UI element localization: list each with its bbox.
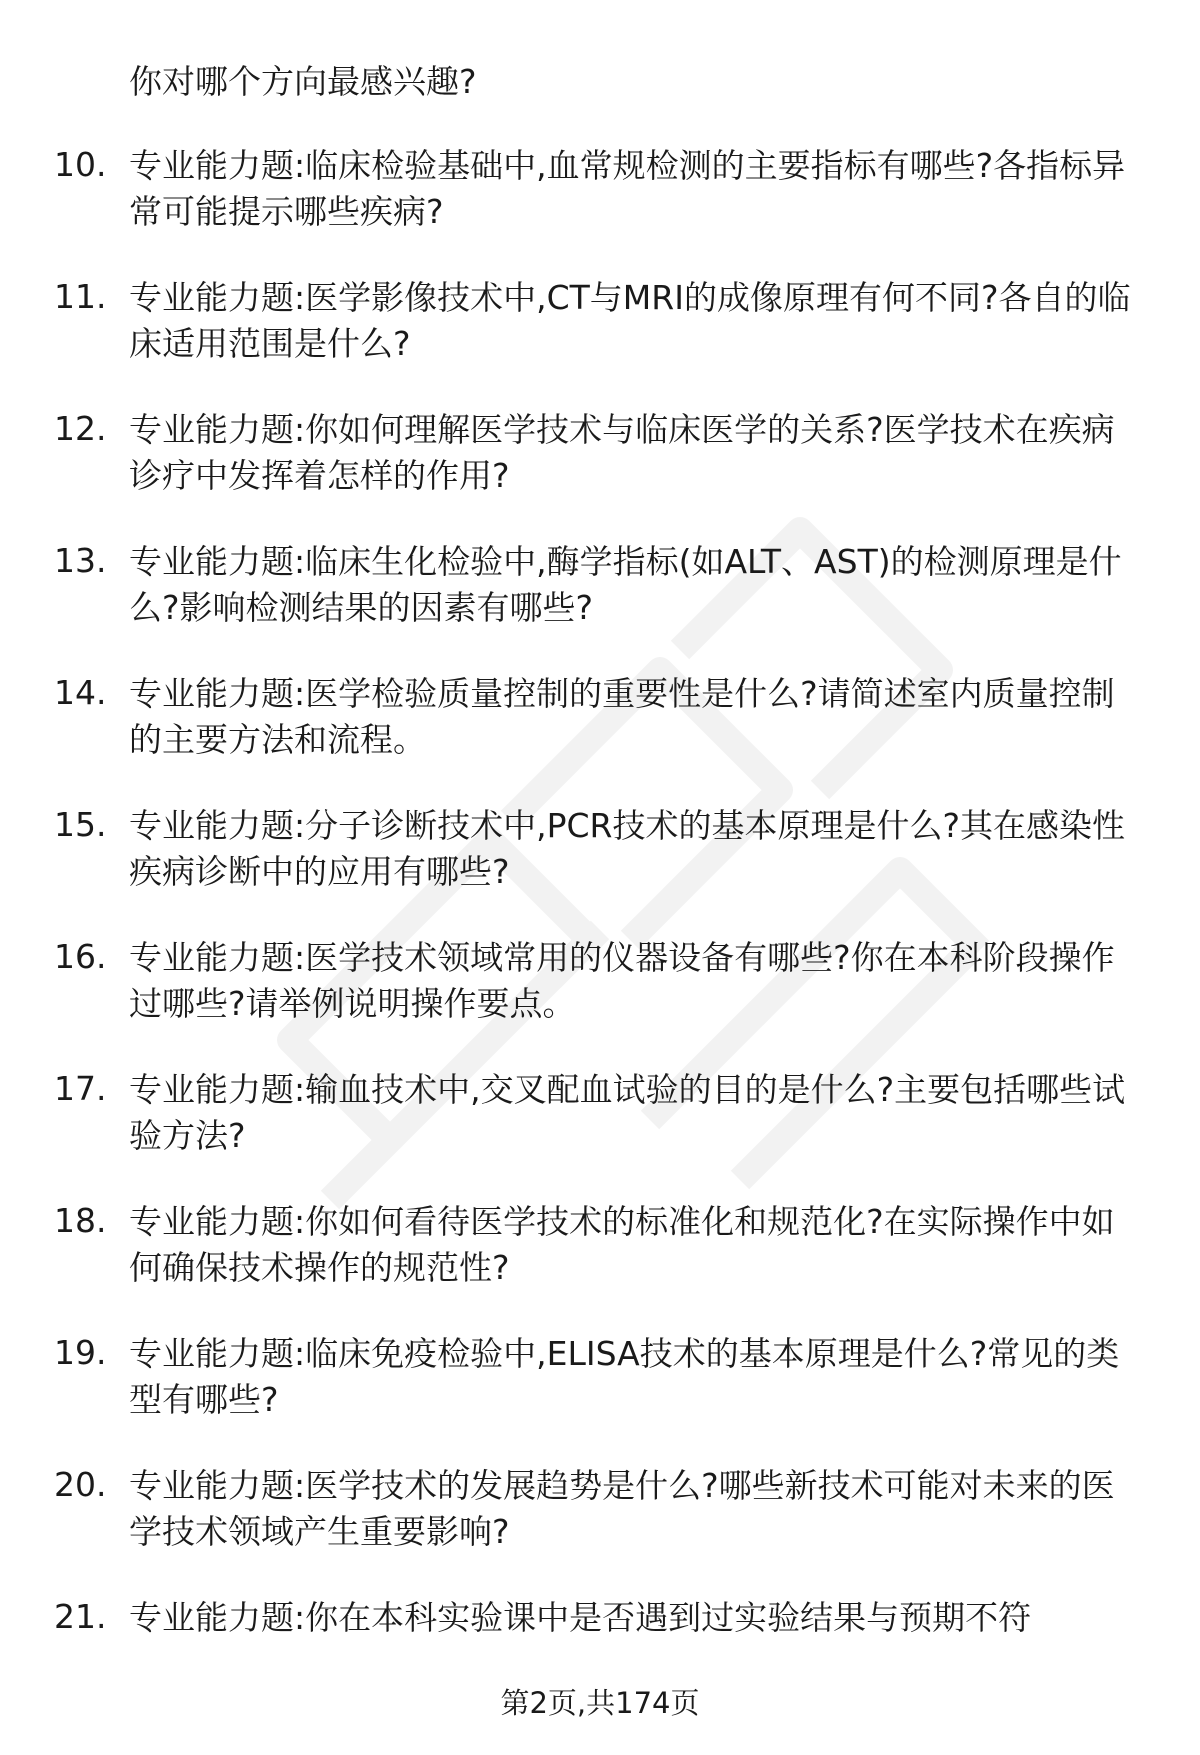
question-number: 13. xyxy=(54,541,107,580)
question-number: 15. xyxy=(54,805,107,844)
question-number: 21. xyxy=(54,1597,107,1636)
question-item xyxy=(0,275,1200,407)
question-text: 专业能力题:临床免疫检验中,ELISA技术的基本原理是什么?常见的类型有哪些? xyxy=(129,1334,1120,1419)
question-number: 19. xyxy=(54,1333,107,1372)
question-text: 专业能力题:医学技术的发展趋势是什么?哪些新技术可能对未来的医学技术领域产生重要影响? xyxy=(129,1466,1115,1551)
question-number: 18. xyxy=(54,1201,107,1240)
page-number-footer: 第2页,共174页 xyxy=(500,1686,700,1720)
question-item xyxy=(0,539,1200,671)
question-text: 专业能力题:医学检验质量控制的重要性是什么?请简述室内质量控制的主要方法和流程。 xyxy=(129,674,1115,759)
question-item xyxy=(0,143,1200,275)
question-text: 专业能力题:分子诊断技术中,PCR技术的基本原理是什么?其在感染性疾病诊断中的应用有哪些? xyxy=(129,806,1125,891)
question-item xyxy=(0,1463,1200,1595)
question-text: 专业能力题:临床检验基础中,血常规检测的主要指标有哪些?各指标异常可能提示哪些疾病? xyxy=(129,146,1126,231)
question-item xyxy=(0,1199,1200,1331)
question-item xyxy=(0,803,1200,935)
question-number: 17. xyxy=(54,1069,107,1108)
question-text: 专业能力题:你在本科实验课中是否遇到过实验结果与预期不符 xyxy=(129,1598,1032,1637)
question-item xyxy=(0,935,1200,1067)
question-text: 专业能力题:你如何看待医学技术的标准化和规范化?在实际操作中如何确保技术操作的规范性? xyxy=(129,1202,1115,1287)
question-text: 专业能力题:医学影像技术中,CT与MRI的成像原理有何不同?各自的临床适用范围是什么? xyxy=(129,278,1131,363)
question-text: 专业能力题:输血技术中,交叉配血试验的目的是什么?主要包括哪些试验方法? xyxy=(129,1070,1126,1155)
question-text: 专业能力题:医学技术领域常用的仪器设备有哪些?你在本科阶段操作过哪些?请举例说明操作要点。 xyxy=(129,938,1115,1023)
question-number: 10. xyxy=(54,145,107,184)
question-text: 专业能力题:临床生化检验中,酶学指标(如ALT、AST)的检测原理是什么?影响检测结果的因素有哪些? xyxy=(129,542,1122,627)
question-number: 12. xyxy=(54,409,107,448)
question-item xyxy=(0,671,1200,803)
question-item xyxy=(0,1331,1200,1463)
question-item xyxy=(0,407,1200,539)
question-list xyxy=(0,143,1200,1727)
continued-question-text: 你对哪个方向最感兴趣? xyxy=(129,62,477,101)
question-number: 20. xyxy=(54,1465,107,1504)
question-number: 14. xyxy=(54,673,107,712)
question-number: 16. xyxy=(54,937,107,976)
question-text: 专业能力题:你如何理解医学技术与临床医学的关系?医学技术在疾病诊疗中发挥着怎样的作用? xyxy=(129,410,1115,495)
question-item xyxy=(0,1067,1200,1199)
question-number: 11. xyxy=(54,277,107,316)
